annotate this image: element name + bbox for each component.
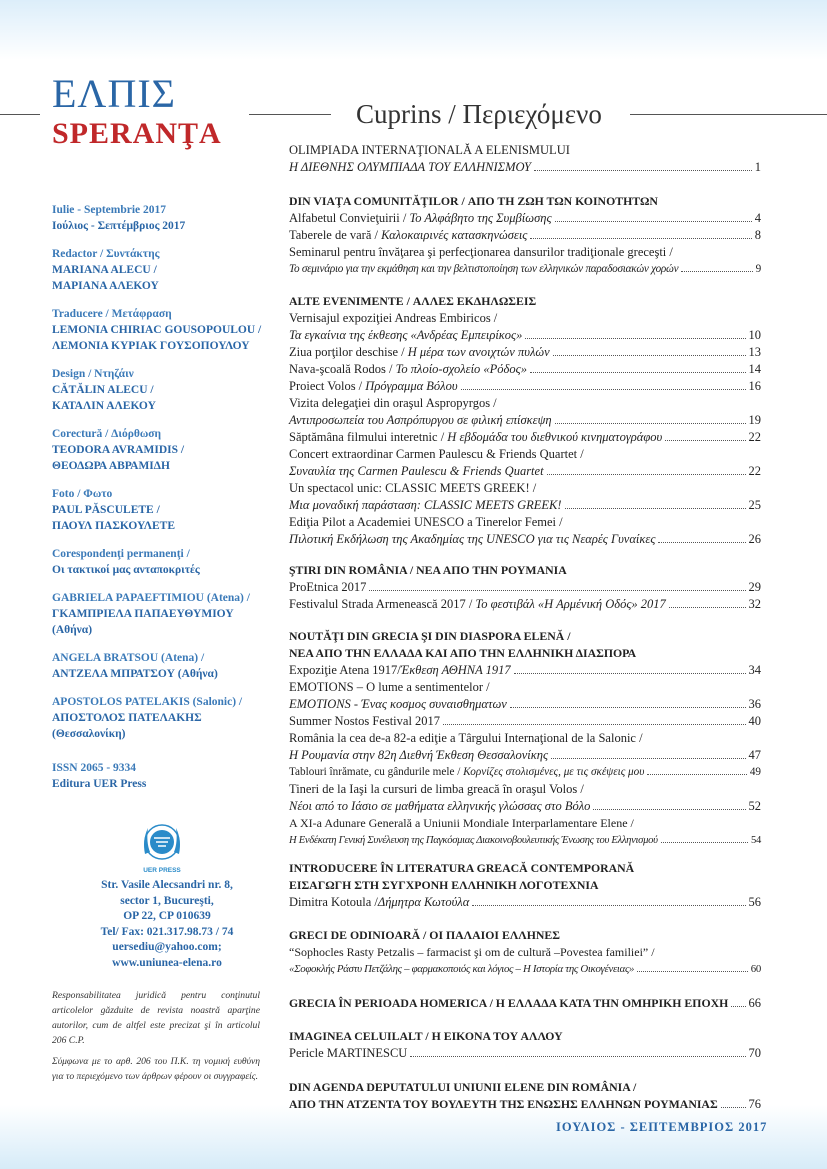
translation-label: Traducere / Μετάφραση [52,308,172,320]
toc-entry-title: EMOTIONS – O lume a sentimentelor / [289,680,490,694]
contact-address [52,878,282,971]
toc-entry-title: A XI-a Adunare Generală a Uniunii Mondiale Interparlamentare Elene / [289,816,634,830]
editor-name: MARIANA ALECU / [52,264,157,276]
toc-heading: NOUTĂŢI DIN GRECIA ŞI DIN DIASPORA ELENĂ / [289,629,571,643]
editor-name-el: ΜΑΡΙΑΝΑ ΑΛΕΚΟΥ [52,280,159,292]
page-number: 40 [748,714,761,728]
proofreader-name: TEODORA AVRAMIDIS / [52,444,185,456]
toc-heading: OLIMPIADA INTERNAŢIONALĂ A ELENISMULUI [289,143,570,157]
correspondent-1-name: GABRIELA PAPAEFTIMIOU (Atena) / [52,592,250,604]
correspondent-2 [52,650,272,682]
correspondent-3-name: APOSTOLOS PATELAKIS (Salonic) / [52,696,243,708]
correspondent-2-name: ANGELA BRATSOU (Atena) / [52,652,205,664]
issue-date-block [52,202,272,234]
logo-elpis: ΕΛΠΙΣ [52,71,176,116]
issue-date-el: Ιούλιος - Σεπτέμβριος 2017 [52,220,186,232]
toc-heading: IMAGINEA CELUILALT / Η ΕΙΚΟΝΑ ΤΟΥ ΑΛΛΟΥ [289,1029,563,1043]
toc-heading: ŞTIRI DIN ROMÂNIA / ΝΕΑ ΑΠΟ ΤΗΝ ΡΟΥΜΑΝΙΑ [289,563,567,577]
page-number: 32 [748,597,761,611]
masthead-sidebar [52,202,272,804]
title-rule-middle [249,114,331,115]
toc-entry: Συναυλία της Carmen Paulescu & Friends Quartet 22 [289,464,761,478]
address-line: sector 1, Bucureşti, [120,894,214,907]
toc-entry: Το σεμινάριο για την εκμάθηση και την βελτιστοποίηση των ελληνικών παραδοσιακών χορών 9 [289,261,761,278]
issn: ISSN 2065 - 9334 [52,762,137,774]
contents-title: Cuprins / Περιεχόμενο [356,99,602,129]
toc-entry-title: Ediţia Pilot a Academiei UNESCO a Tinerelor Femei / [289,515,563,529]
page-number: 34 [748,663,761,677]
toc-entry: Pericle MARTINESCU 70 [289,1046,761,1060]
toc-entry: Ziua porţilor deschise / Η μέρα των ανοιχτών πυλών 13 [289,345,761,359]
toc-entry: Tablouri înrămate, cu gândurile mele / Κορνίζες στολισμένες, με τις σκέψεις μου 49 [289,764,761,781]
toc-entry: Τα εγκαίνια της έκθεσης «Ανδρέας Εμπειρίκος» 10 [289,328,761,342]
uer-press-logo-text: UER PRESS [143,867,181,874]
proofreading-block [52,426,272,474]
correspondent-3-name-el: ΑΠΟΣΤΟΛΟΣ ΠΑΤΕΛΑΚΗΣ (Θεσσαλονίκη) [52,712,202,740]
page-number: 25 [748,498,761,512]
toc-entry-title: Un spectacol unic: CLASSIC MEETS GREEK! / [289,481,537,495]
email: uersediu@yahoo.com; [112,941,222,953]
logo-speranta: SPERANŢA [52,117,222,150]
toc-section-romania-news [289,562,761,613]
toc-section-literature [289,860,761,911]
page-number: 60 [750,963,761,975]
correspondent-1 [52,590,272,638]
toc-entry: Festivalul Strada Armenească 2017 / Το φεστιβάλ «Η Αρμένική Οδός» 2017 32 [289,597,761,611]
toc-section-ancient-greeks [289,927,761,978]
toc-entry: «Σοφοκλής Ράστυ Πετζάλης – φαρμακοποιός και λόγιος – Η Ιστορία της Οικογένειας» 60 [289,961,761,978]
website: www.uniunea-elena.ro [112,956,222,969]
address-line: OP 22, CP 010639 [123,910,211,922]
page-number: 16 [748,379,761,393]
legal-disclaimer [52,988,260,1090]
page-number: 52 [748,799,761,813]
page-number: 22 [748,430,761,444]
toc-entry-title: Seminarul pentru învăţarea şi perfecţionarea dansurilor tradiţionale greceşti / [289,245,673,259]
page-number: 19 [748,413,761,427]
toc-entry: Η ΔΙΕΘΝΗΣ ΟΛΥΜΠΙΑΔΑ ΤΟΥ ΕΛΛΗΝΙΣΜΟΥ 1 [289,160,761,174]
toc-section-olympiad [289,142,761,176]
page-number: 29 [748,580,761,594]
toc-entry-title: Vernisajul expoziţiei Andreas Embiricos / [289,311,498,325]
toc-heading: INTRODUCERE ÎN LITERATURA GREACĂ CONTEMPORANĂ [289,861,635,875]
title-rule-right [630,114,827,115]
page-number: 10 [748,328,761,342]
disclaimer-el: Σύμφωνα με το αρθ. 206 του Π.Κ. τη νομική ευθύνη για το περιεχόμενο των άρθρων φέρουν οι συγγραφείς. [52,1056,260,1082]
toc-entry: Expoziţie Atena 1917/Έκθεση ΑΘΗΝΑ 1917 34 [289,663,761,677]
toc-entry: Αντιπροσωπεία του Ασπρόπυργου σε φιλική επίσκεψη 19 [289,413,761,427]
toc-entry-title: Vizita delegaţiei din oraşul Aspropyrgos / [289,396,497,410]
toc-heading: GRECI DE ODINIOARĂ / ΟΙ ΠΑΛΑΙΟΙ ΕΛΛΗΝΕΣ [289,928,561,942]
page-number: 14 [748,362,761,376]
publisher: Editura UER Press [52,778,147,790]
toc-entry: Taberele de vară / Καλοκαιρινές κατασκηνώσεις 8 [289,228,761,242]
toc-heading: ΝΕΑ ΑΠΟ ΤΗΝ ΕΛΛΑΔΑ ΚΑΙ ΑΠΟ ΤΗΝ ΕΛΛΗΝΙΚΗ ΔΙΑΣΠΟΡΑ [289,646,637,660]
disclaimer-ro: Responsabilitatea juridică pentru conţinutul articolelor găzduite de revista noastră aparţine autorilor, cum de altfel este precizat şi în articolul 206 C.P. [52,990,260,1046]
toc-entry: EMOTIONS - Ένας κοσμος συναισθηματων 36 [289,697,761,711]
page-number: 66 [748,996,761,1010]
page-number: 9 [755,263,761,275]
correspondent-2-name-el: ΑΝΤΖΕΛΑ ΜΠΡΑΤΣΟΥ (Αθήνα) [52,668,218,680]
page-number: 22 [748,464,761,478]
designer-name: CĂTĂLIN ALECU / [52,384,154,396]
address-line: Str. Vasile Alecsandri nr. 8, [101,879,233,891]
toc-section-other-events [289,293,761,548]
phone-fax: Tel/ Fax: 021.317.98.73 / 74 [100,925,234,938]
translator-name-el: ΛΕΜΟΝΙΑ ΚΥΡΙΑΚ ΓΟΥΣΟΠΟΥΛΟΥ [52,340,250,352]
toc-entry: Νέοι από το Ιάσιο σε μαθήματα ελληνικής γλώσσας στο Βόλο 52 [289,799,761,813]
designer-name-el: ΚΑΤΑΛΙΝ ΑΛΕΚΟΥ [52,400,156,412]
page-number: 4 [754,211,761,225]
editor-label: Redactor / Συντάκτης [52,248,160,260]
toc-heading: ΕΙΣΑΓΩΓΗ ΣΤΗ ΣΥΓΧΡΟΝΗ ΕΛΛΗΝΙΚΗ ΛΟΓΟΤΕΧΝΙΑ [289,878,599,892]
photo-block [52,486,272,534]
page-number: 13 [748,345,761,359]
design-block [52,366,272,414]
toc-entry: Dimitra Kotoula /Δήμητρα Κωτούλα 56 [289,895,761,909]
toc-section-homeric [289,995,761,1012]
page-number: 70 [748,1046,761,1060]
page-number: 54 [751,835,761,846]
toc-section-community [289,193,761,278]
photo-label: Foto / Φωτο [52,488,113,500]
translator-name: LEMONIA CHIRIAC GOUSOPOULOU / [52,324,262,336]
toc-entry: GRECIA ÎN PERIOADA HOMERICA / Η ΕΛΛΑΔΑ ΚΑΤΑ ΤΗΝ ΟΜΗΡΙΚΗ ΕΠΟΧΗ 66 [289,996,761,1010]
page-number: 36 [748,697,761,711]
toc-entry: Nava-şcoală Rodos / Το πλοίο-σχολείο «Ρόδος» 14 [289,362,761,376]
issue-date-ro: Iulie - Septembrie 2017 [52,204,167,216]
toc-entry-title: Tineri de la Iaşi la cursuri de limba greacă în oraşul Volos / [289,782,584,796]
toc-entry: Η Ρουμανία στην 82η Διεθνή Έκθεση Θεσσαλονίκης 47 [289,748,761,762]
correspondents-block [52,546,272,578]
toc-heading: DIN AGENDA DEPUTATULUI UNIUNII ELENE DIN ROMÂNIA / [289,1080,637,1094]
translation-block [52,306,272,354]
toc-entry: Μια μοναδική παράσταση: CLASSIC MEETS GREEK! 25 [289,498,761,512]
page-number: 76 [748,1097,761,1111]
toc-entry: Alfabetul Convieţuirii / Το Αλφάβητο της Συμβίωσης 4 [289,211,761,225]
toc-heading: DIN VIAŢA COMUNITĂŢILOR / ΑΠΟ ΤΗ ΖΩΗ ΤΩΝ ΚΟΙΝΟΤΗΤΩΝ [289,194,658,208]
photographer-name: PAUL PĂSCULETE / [52,504,160,516]
toc-entry-title: România la cea de-a 82-a ediţie a Târgului Internaţional de la Salonic / [289,731,643,745]
design-label: Design / Ντηζάιν [52,368,134,380]
toc-entry: Proiect Volos / Πρόγραμμα Βόλου 16 [289,379,761,393]
toc-section-greece-news [289,628,761,849]
issn-block [52,760,272,792]
correspondent-1-name-el: ΓΚΑΜΠΡΙΕΛΑ ΠΑΠΑΕΥΘΥΜΙΟΥ (Αθήνα) [52,608,234,636]
toc-entry: Η Ενδέκατη Γενική Συνέλευση της Παγκόσμιας Διακοινοβουλευτικής Ένωσης του Ελληνισμού 54 [289,832,761,849]
editor-block [52,246,272,294]
proofreader-name-el: ΘΕΟΔΩΡΑ ΑΒΡΑΜΙΔΗ [52,460,170,472]
correspondents-label: Corespondenţi permanenţi / [52,548,190,560]
title-rule-left [0,114,40,115]
page-number: 47 [748,748,761,762]
photographer-name-el: ΠΑΟΥΛ ΠΑΣΚΟΥΛΕΤΕ [52,520,176,532]
page-number: 1 [754,160,761,174]
footer-issue-date: ΙΟΥΛΙΟΣ - ΣΕΠΤΕΜΒΡΙΟΣ 2017 [556,1120,768,1134]
toc-section-other-image [289,1028,761,1062]
correspondent-3 [52,694,272,742]
uer-press-logo [138,818,186,876]
page-number: 49 [749,766,761,778]
toc-entry: Săptămâna filmului interetnic / Η εβδομάδα του διεθνικού κινηματογράφου 22 [289,430,761,444]
toc-heading: ALTE EVENIMENTE / ΑΛΛΕΣ ΕΚΔΗΛΩΣΕΙΣ [289,294,537,308]
toc-entry: Summer Nostos Festival 2017 40 [289,714,761,728]
toc-entry: ΑΠΟ ΤΗΝ ΑΤΖΕΝΤΑ ΤΟΥ ΒΟΥΛΕΥΤΗ ΤΗΣ ΕΝΩΣΗΣ ΕΛΛΗΝΩΝ ΡΟΥΜΑΝΙΑΣ 76 [289,1097,761,1111]
page-number: 26 [748,532,761,546]
toc-entry: ProEtnica 2017 29 [289,580,761,594]
page-number: 56 [748,895,761,909]
correspondents-label-el: Οι τακτικοί μας ανταποκριτές [52,564,200,576]
proofreading-label: Corectură / Διόρθωση [52,428,162,440]
page-number: 8 [754,228,761,242]
toc-entry: Πιλοτική Εκδήλωση της Ακαδημίας της UNESCO για τις Νεαρές Γυναίκες 26 [289,532,761,546]
toc-section-deputy-agenda [289,1079,761,1113]
toc-entry-title: “Sophocles Rasty Petzalis – farmacist şi om de cultură –Povestea familiei” / [289,945,655,959]
toc-entry-title: Concert extraordinar Carmen Paulescu & Friends Quartet / [289,447,584,461]
